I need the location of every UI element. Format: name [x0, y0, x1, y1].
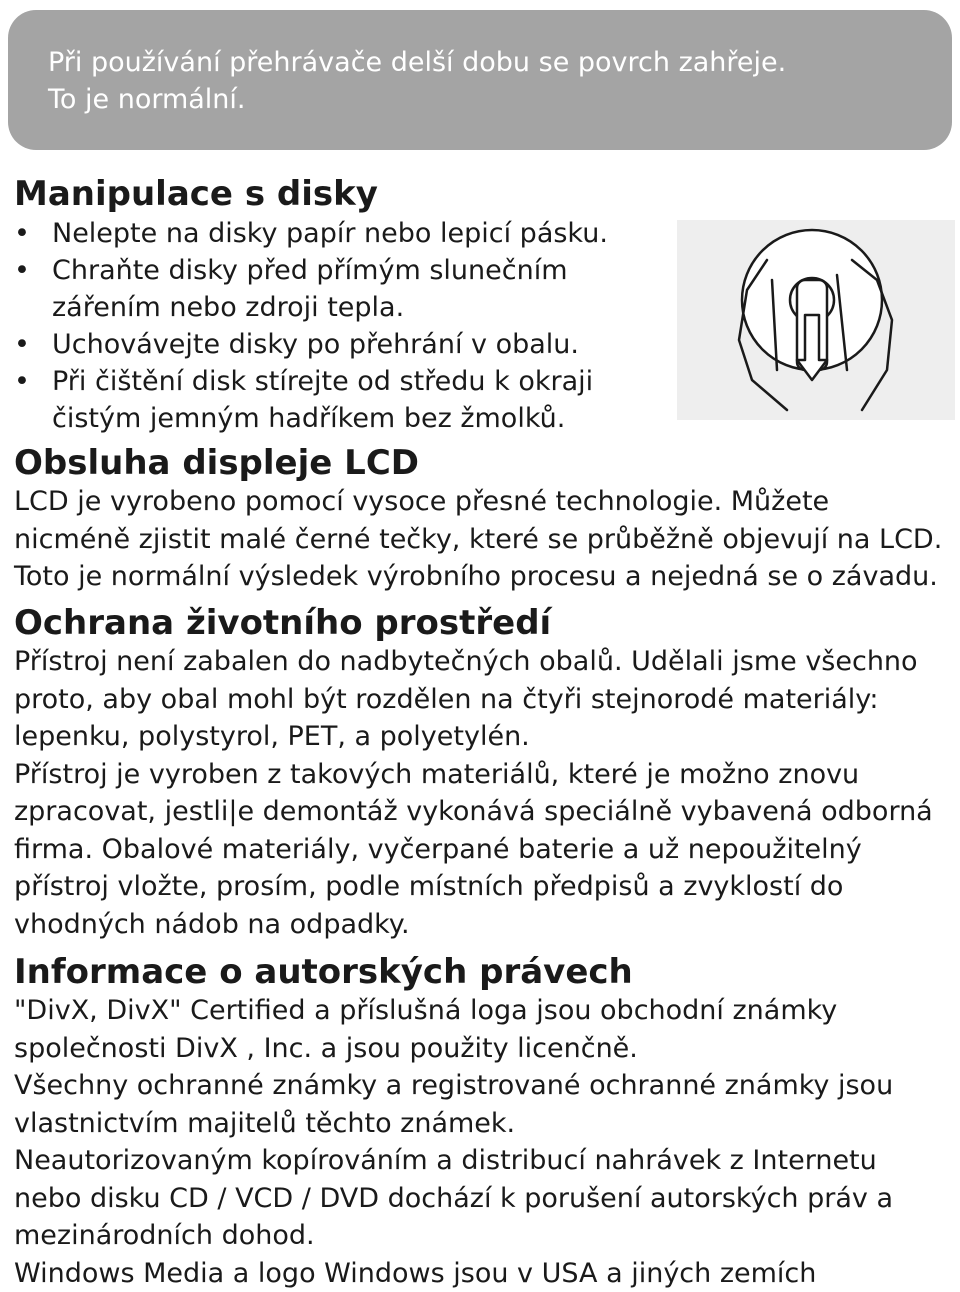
environment-line: zpracovat, jestli|e demontáž vykonává speciálně vybavená odborná: [14, 793, 954, 831]
lcd-line: LCD je vyrobeno pomocí vysoce přesné technologie. Můžete: [14, 483, 954, 521]
disc-handling-heading: Manipulace s disky: [14, 174, 378, 214]
environment-line: proto, aby obal mohl být rozdělen na čtyři stejnorodé materiály:: [14, 681, 954, 719]
environment-line: Přístroj je vyroben z takových materiálů, které je možno znovu: [14, 756, 954, 794]
environment-paragraph: [14, 643, 954, 943]
lcd-heading: Obsluha displeje LCD: [14, 443, 419, 483]
environment-heading: Ochrana životního prostředí: [14, 603, 551, 643]
environment-line: vhodných nádob na odpadky.: [14, 906, 954, 944]
copyright-line: společnosti DivX , Inc. a jsou použity licenčně.: [14, 1030, 954, 1068]
disc-handling-list: [14, 215, 664, 437]
hand-holding-disc-icon: [677, 220, 955, 420]
copyright-line: Neautorizovaným kopírováním a distribucí nahrávek z Internetu: [14, 1142, 954, 1180]
disc-cleaning-illustration: [677, 220, 955, 420]
warning-note-box: [8, 10, 952, 150]
lcd-line: Toto je normální výsledek výrobního procesu a nejedná se o závadu.: [14, 558, 954, 596]
list-item: [14, 252, 664, 326]
list-item-text: čistým jemným hadříkem bez žmolků.: [52, 403, 565, 434]
environment-line: firma. Obalové materiály, vyčerpané baterie a už nepoužitelný: [14, 831, 954, 869]
note-line-1: Při používání přehrávače delší dobu se povrch zahřeje.: [48, 44, 952, 81]
copyright-line: Windows Media a logo Windows jsou v USA a jiných zemích: [14, 1255, 954, 1292]
environment-line: lepenku, polystyrol, PET, a polyetylén.: [14, 718, 954, 756]
copyright-line: "DivX, DivX" Certified a příslušná loga jsou obchodní známky: [14, 992, 954, 1030]
list-item-text: Při čištění disk stírejte od středu k okraji: [52, 366, 593, 397]
copyright-heading: Informace o autorských právech: [14, 952, 633, 992]
environment-line: přístroj vložte, prosím, podle místních předpisů a zvyklostí do: [14, 868, 954, 906]
copyright-line: Všechny ochranné známky a registrované ochranné známky jsou: [14, 1067, 954, 1105]
note-line-2: To je normální.: [48, 81, 952, 118]
bullet-icon: •: [14, 252, 30, 289]
lcd-paragraph: [14, 483, 954, 596]
bullet-icon: •: [14, 326, 30, 363]
list-item-text: Uchovávejte disky po přehrání v obalu.: [52, 329, 579, 360]
list-item: [14, 215, 664, 252]
copyright-line: vlastnictvím majitelů těchto známek.: [14, 1105, 954, 1143]
list-item-text: Chraňte disky před přímým slunečním: [52, 255, 568, 286]
copyright-line: mezinárodních dohod.: [14, 1217, 954, 1255]
copyright-paragraph: [14, 992, 954, 1292]
bullet-icon: •: [14, 363, 30, 400]
list-item-text: zářením nebo zdroji tepla.: [52, 292, 404, 323]
lcd-line: nicméně zjistit malé černé tečky, které se průběžně objevují na LCD.: [14, 521, 954, 559]
list-item: [14, 363, 664, 437]
bullet-icon: •: [14, 215, 30, 252]
list-item: [14, 326, 664, 363]
copyright-line: nebo disku CD / VCD / DVD dochází k porušení autorských práv a: [14, 1180, 954, 1218]
environment-line: Přístroj není zabalen do nadbytečných obalů. Udělali jsme všechno: [14, 643, 954, 681]
list-item-text: Nelepte na disky papír nebo lepicí pásku.: [52, 218, 608, 249]
